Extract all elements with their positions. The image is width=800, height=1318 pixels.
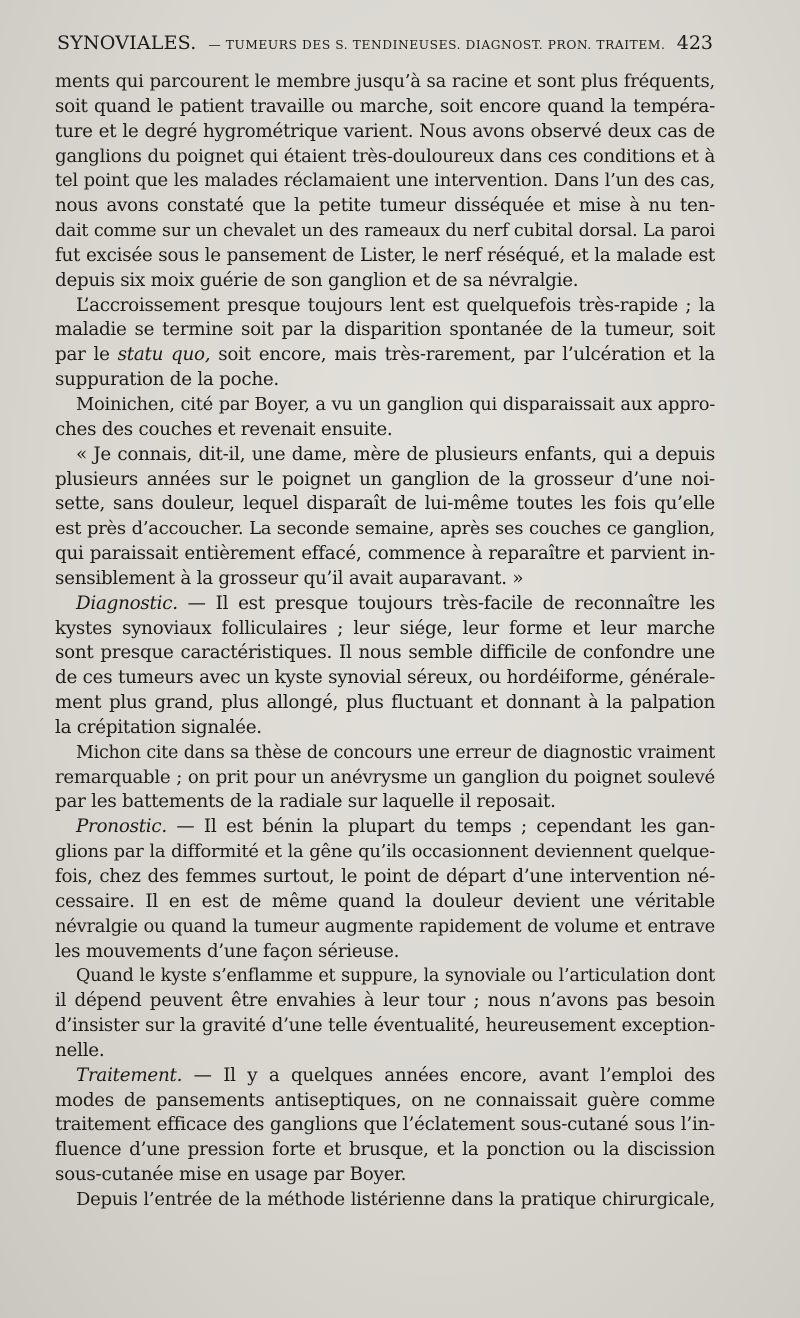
text-line: L’accroissement presque toujours lent est quelquefois très-rapide ; la — [76, 294, 715, 316]
text-line: d’insister sur la gravité d’une telle éventualité, heureusement exception- — [55, 1015, 715, 1037]
text-segment: — Il y a quelques années encore, avant l’emploi des — [182, 1064, 715, 1086]
text-line: « Je connais, dit-il, une dame, mère de plusieurs enfants, qui a depuis — [76, 443, 715, 465]
text-line: Depuis l’entrée de la méthode listérienne dans la pratique chirurgicale, — [76, 1188, 715, 1210]
running-title: SYNOVIALES. — [57, 32, 197, 54]
text-line: cessaire. Il en est de même quand la douleur devient une véritable — [55, 890, 715, 912]
section-heading-pronostic: Pronostic. — [76, 816, 167, 838]
text-line: fut excisée sous le pansement de Lister, le nerf réséqué, et la malade est — [55, 244, 715, 266]
text-segment: — Il est bénin la plupart du temps ; cependant les gan- — [166, 816, 715, 838]
running-header — [57, 32, 713, 62]
text-line: ture et le degré hygrométrique varient. Nous avons observé deux cas de — [55, 120, 715, 142]
text-line: de ces tumeurs avec un kyste synovial séreux, ou hordéiforme, générale- — [55, 667, 715, 689]
text-line: glions par la difformité et la gêne qu’ils occasionnent deviennent quelque- — [55, 841, 715, 863]
body-text — [55, 70, 715, 1213]
text-line: qui paraissait entièrement effacé, commence à reparaître et parvient in- — [55, 543, 715, 565]
text-line: maladie se termine soit par la disparition spontanée de la tumeur, soit — [55, 319, 715, 341]
text-line: soit quand le patient travaille ou marche, soit encore quand la tempéra- — [55, 95, 715, 117]
text-line: ment plus grand, plus allongé, plus fluctuant et donnant à la palpation — [55, 692, 715, 714]
text-line — [55, 815, 715, 840]
text-line: ments qui parcourent le membre jusqu’à sa racine et sont plus fréquents, — [55, 71, 715, 92]
text-line: ches des couches et revenait ensuite. — [55, 418, 393, 440]
text-line: remarquable ; on prit pour un anévrysme un ganglion du poignet soulevé — [55, 766, 715, 788]
text-line: Michon cite dans sa thèse de concours une erreur de diagnostic vraiment — [76, 742, 715, 763]
text-line: nelle. — [55, 1039, 105, 1061]
text-line: Moinichen, cité par Boyer, a vu un ganglion qui disparaissait aux appro- — [76, 393, 715, 415]
text-line: sette, sans douleur, lequel disparaît de lui-même toutes les fois qu’elle — [55, 493, 715, 515]
text-line: nous avons constaté que la petite tumeur disséquée et mise à nu ten- — [55, 195, 715, 217]
page-number: 423 — [676, 32, 713, 54]
text-line: suppuration de la poche. — [55, 369, 279, 391]
text-segment: par le — [55, 344, 118, 366]
text-line: la crépitation signalée. — [55, 716, 262, 738]
italic-term: statu quo, — [117, 344, 211, 366]
running-subtitle: — TUMEURS DES S. TENDINEUSES. DIAGNOST. PRON. TRAITEM. — [208, 38, 666, 52]
text-segment: — Il est presque toujours très-facile de reconnaître les — [177, 592, 715, 614]
text-line: kystes synoviaux folliculaires ; leur siége, leur forme et leur marche — [55, 617, 715, 639]
text-line: fluence d’une pression forte et brusque, et la ponction ou la discission — [55, 1139, 715, 1161]
text-line: les mouvements d’une façon sérieuse. — [55, 940, 400, 962]
text-line — [55, 343, 715, 368]
text-line: sensiblement à la grosseur qu’il avait auparavant. » — [55, 567, 524, 589]
section-heading-traitement: Traitement. — [76, 1064, 183, 1086]
section-heading-diagnostic: Diagnostic. — [76, 592, 178, 614]
text-line: névralgie ou quand la tumeur augmente rapidement de volume et entrave — [55, 915, 715, 937]
text-line — [55, 1064, 715, 1089]
text-line: plusieurs années sur le poignet un ganglion de la grosseur d’une noi- — [55, 468, 715, 490]
text-line: ganglions du poignet qui étaient très-douloureux dans ces conditions et à — [55, 145, 715, 167]
text-line: sous-cutanée mise en usage par Boyer. — [55, 1164, 407, 1186]
text-line: il dépend peuvent être envahies à leur tour ; nous n’avons pas besoin — [55, 990, 715, 1012]
text-line: sont presque caractéristiques. Il nous semble difficile de confondre une — [55, 642, 715, 664]
text-line: fois, chez des femmes surtout, le point de départ d’une intervention né- — [55, 866, 715, 887]
text-line — [55, 592, 715, 617]
text-line: Quand le kyste s’enflamme et suppure, la synoviale ou l’articulation dont — [76, 966, 715, 987]
text-line: modes de pansements antiseptiques, on ne connaissait guère comme — [55, 1089, 715, 1111]
text-line: traitement efficace des ganglions que l’éclatement sous-cutané sous l’in- — [55, 1114, 715, 1136]
text-line: par les battements de la radiale sur laquelle il reposait. — [55, 791, 556, 813]
text-line: tel point que les malades réclamaient une intervention. Dans l’un des cas, — [55, 170, 715, 192]
text-line: est près d’accoucher. La seconde semaine, après ses couches ce ganglion, — [55, 518, 715, 540]
text-segment: soit encore, mais très-rarement, par l’ulcération et la — [210, 344, 715, 366]
text-line: depuis six moix guérie de son ganglion et de sa névralgie. — [55, 269, 579, 291]
text-line: dait comme sur un chevalet un des rameaux du nerf cubital dorsal. La paroi — [55, 221, 715, 242]
